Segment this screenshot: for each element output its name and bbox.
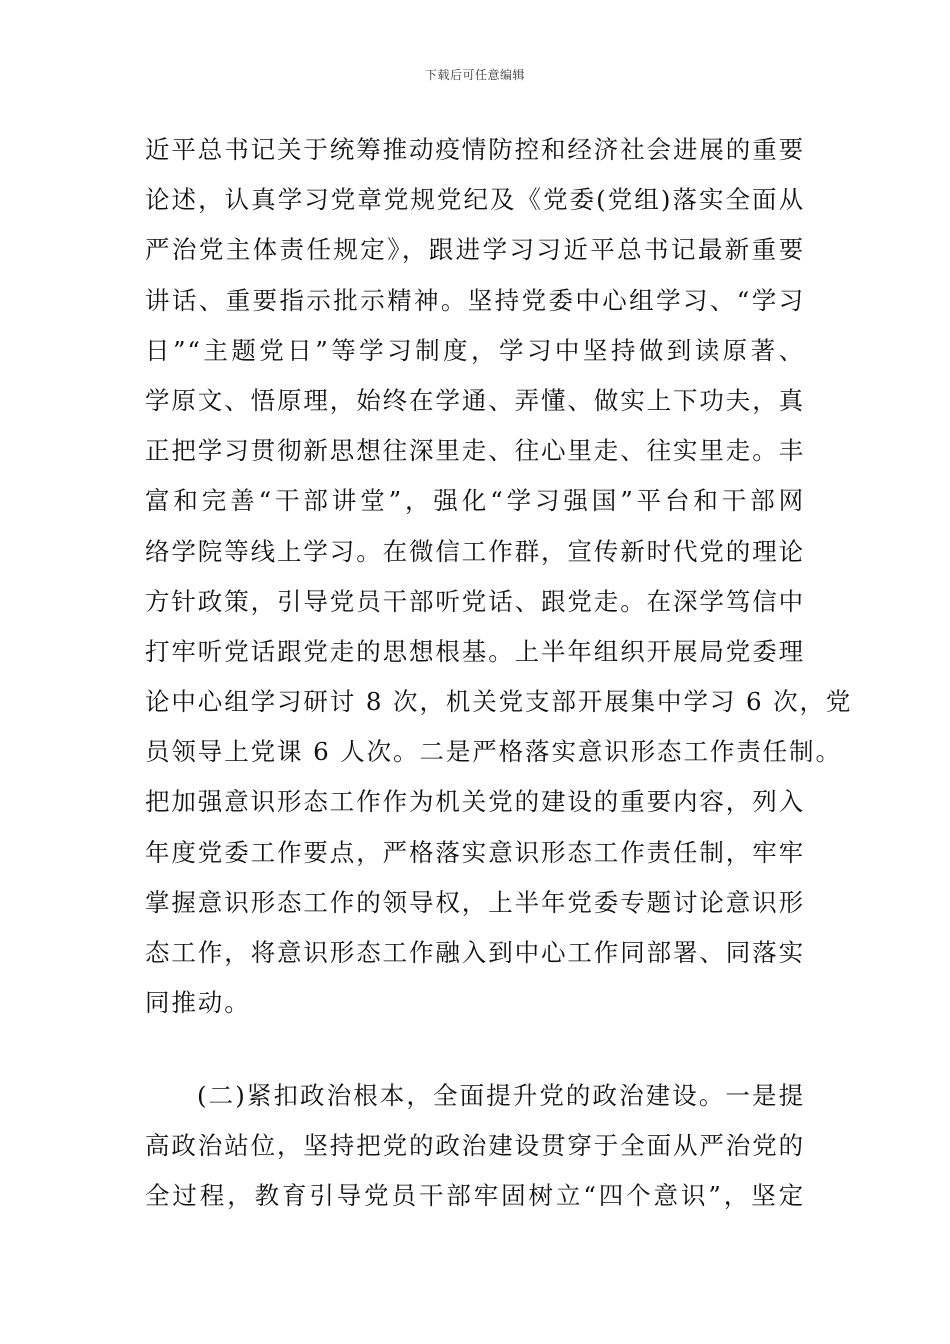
text-line: 打牢听党话跟党走的思想根基。上半年组织开展局党委理 <box>145 636 805 666</box>
text-line: 掌握意识形态工作的领导权，上半年党委专题讨论意识形 <box>145 887 805 917</box>
text-line: 严治党主体责任规定》，跟进学习习近平总书记最新重要 <box>145 235 805 265</box>
text-line: 年度党委工作要点，严格落实意识形态工作责任制，牢牢 <box>145 837 805 867</box>
text-line: 学原文、悟原理，始终在学通、弄懂、做实上下功夫，真 <box>145 385 805 415</box>
text-line: 讲话、重要指示批示精神。坚持党委中心组学习、“学习 <box>145 285 805 315</box>
text-line: 论述，认真学习党章党规党纪及《党委(党组)落实全面从 <box>145 185 805 215</box>
text-line: 络学院等线上学习。在微信工作群，宣传新时代党的理论 <box>145 536 805 566</box>
text-line: 同推动。 <box>145 988 251 1018</box>
text-line: 高政治站位，坚持把党的政治建设贯穿于全面从严治党的 <box>145 1131 805 1161</box>
text-line: 日”“主题党日”等学习制度，学习中坚持做到读原著、 <box>145 335 805 365</box>
text-line: (二)紧扣政治根本，全面提升党的政治建设。一是提 <box>197 1081 805 1110</box>
page-header-note: 下载后可任意编辑 <box>424 68 525 82</box>
text-line: 全过程，教育引导党员干部牢固树立“四个意识”，坚定 <box>145 1181 805 1211</box>
text-line: 正把学习贯彻新思想往深里走、往心里走、往实里走。丰 <box>145 436 805 466</box>
text-line: 富和完善“干部讲堂”，强化“学习强国”平台和干部网 <box>145 486 805 516</box>
text-line: 把加强意识形态工作作为机关党的建设的重要内容，列入 <box>145 787 805 817</box>
text-line: 近平总书记关于统筹推动疫情防控和经济社会进展的重要 <box>145 135 805 164</box>
paragraph-2 <box>145 1071 805 1222</box>
text-line: 员领导上党课 6 人次。二是严格落实意识形态工作责任制。 <box>145 737 842 767</box>
text-line: 态工作，将意识形态工作融入到中心工作同部署、同落实 <box>145 938 805 967</box>
text-line: 方针政策，引导党员干部听党话、跟党走。在深学笃信中 <box>145 586 805 616</box>
text-line: 论中心组学习研讨 8 次，机关党支部开展集中学习 6 次，党 <box>145 687 853 717</box>
paragraph-1 <box>145 125 853 1028</box>
